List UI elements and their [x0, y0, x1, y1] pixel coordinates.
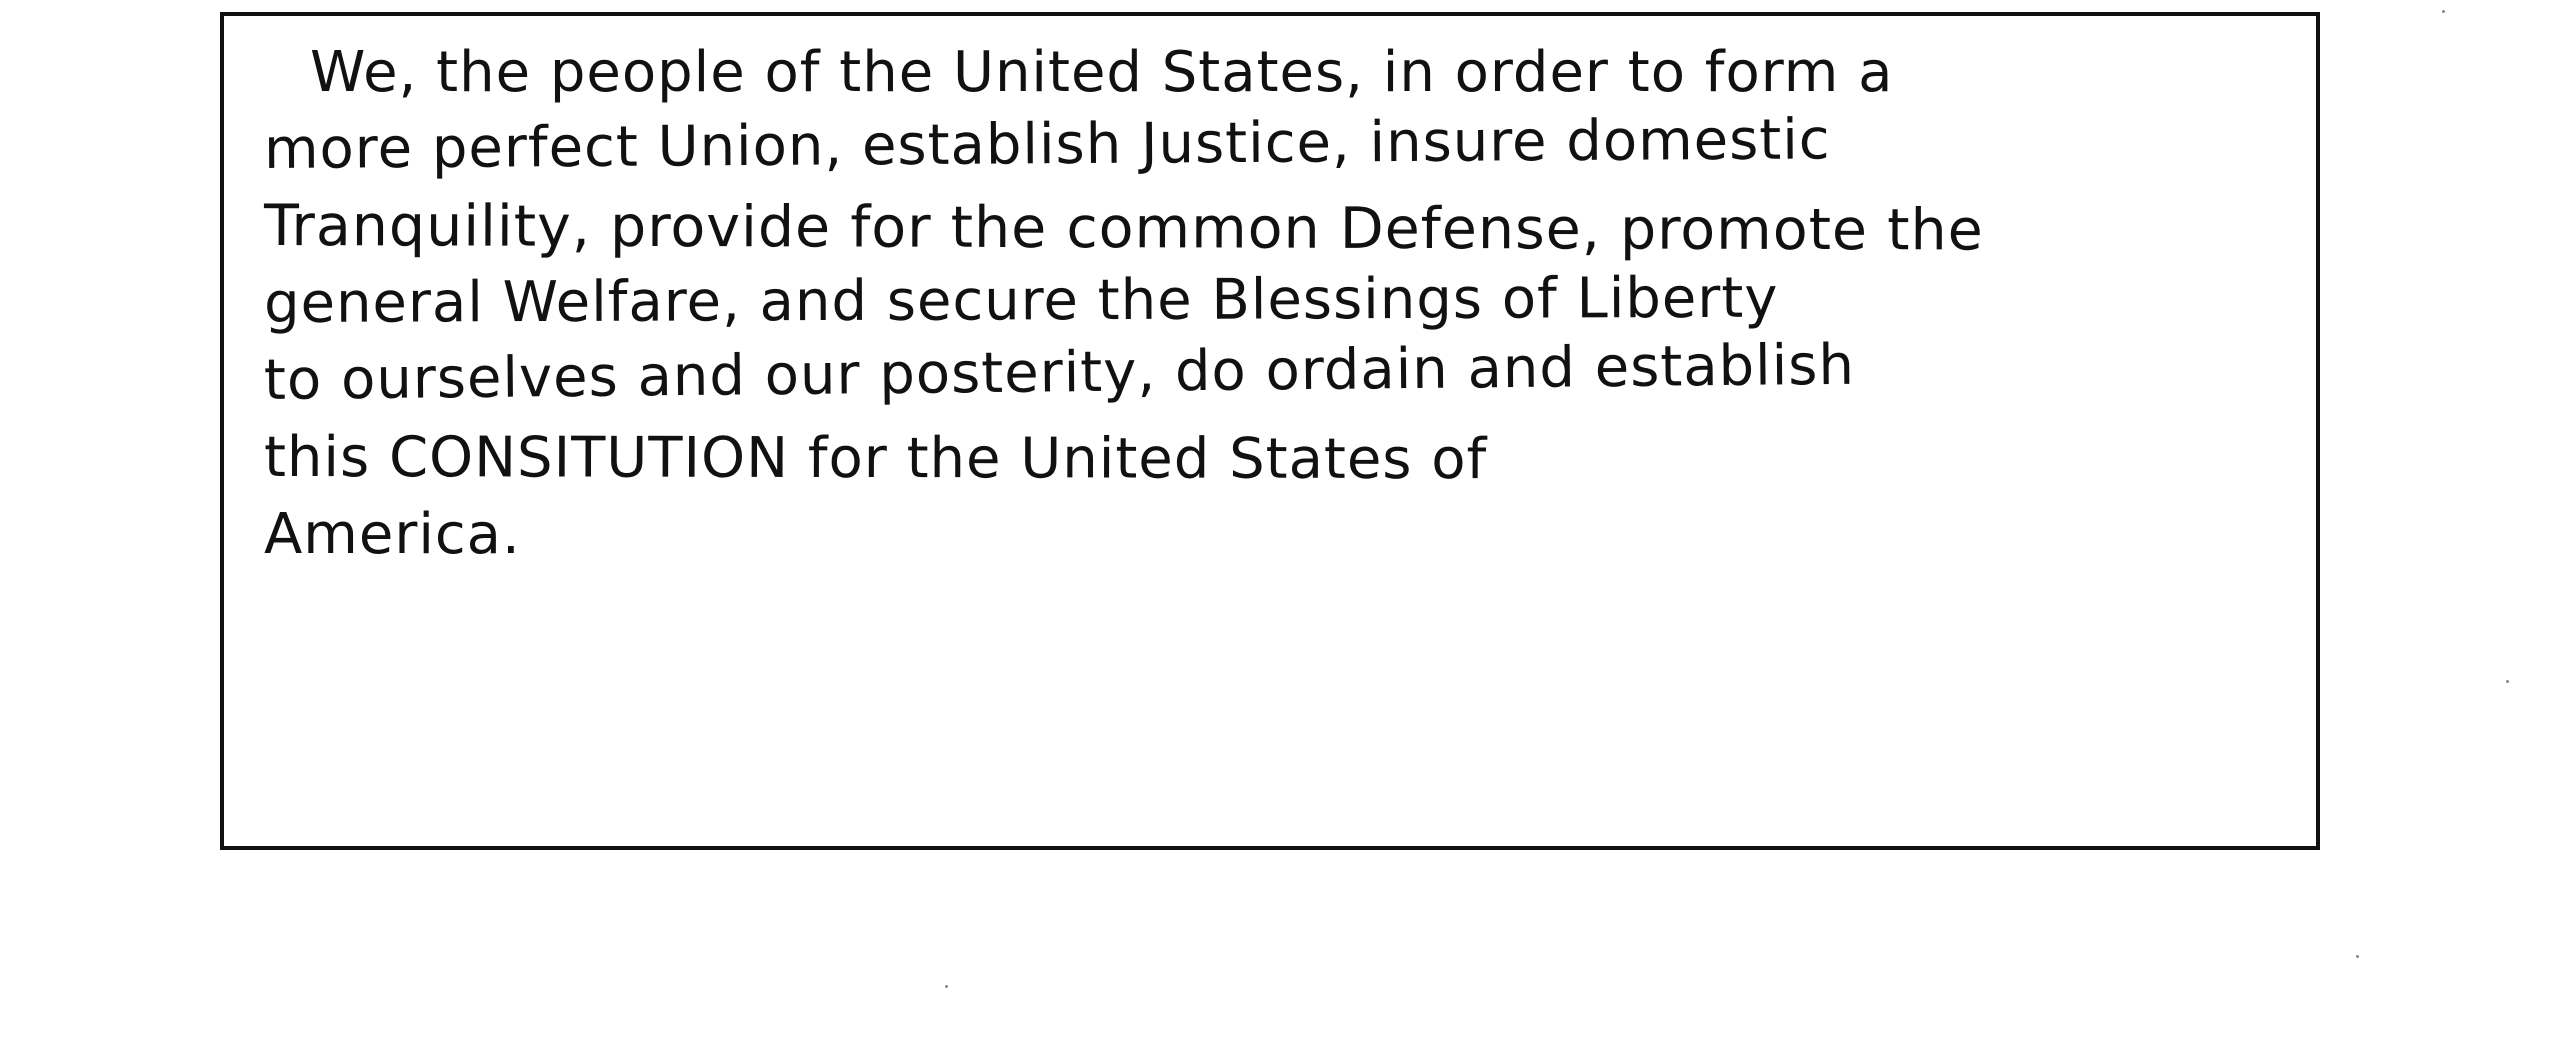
scan-speck — [945, 985, 948, 988]
handwritten-text — [264, 34, 2304, 573]
text-line-7: America. — [264, 502, 521, 567]
handwriting-sample-box — [220, 12, 2320, 850]
text-line-5: to ourselves and our posterity, do ordain and establish — [263, 332, 1856, 413]
text-line-2: more perfect Union, establish Justice, insure domestic — [263, 107, 1831, 182]
scan-speck — [2506, 680, 2509, 683]
scan-speck — [2356, 955, 2359, 958]
scan-speck — [2442, 10, 2445, 13]
text-line-1: We, the people of the United States, in order to form a — [310, 40, 1894, 105]
text-line-3: Tranquility, provide for the common Defense, promote the — [263, 193, 1984, 264]
text-line-6: this CONSITUTION for the United States of — [263, 425, 1488, 493]
text-line-4: general Welfare, and secure the Blessings of Liberty — [263, 265, 1779, 336]
